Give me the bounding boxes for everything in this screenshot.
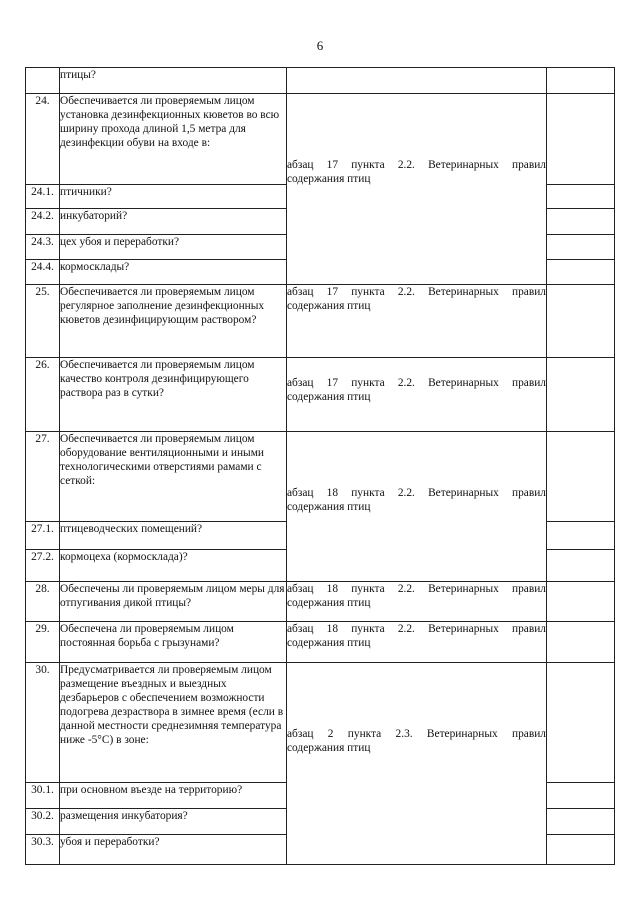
- table-row: [26, 622, 615, 663]
- row-number: 30.1.: [26, 783, 60, 809]
- result-cell[interactable]: [547, 582, 615, 622]
- result-cell[interactable]: [547, 622, 615, 663]
- result-cell[interactable]: [547, 185, 615, 209]
- reference-cell: [287, 94, 547, 285]
- question-text: Предусматривается ли проверяемым лицом размещение въездных и выездных дезбарьеров с обеспечением возможности подогрева дезраствора в зимнее время (если в данной местности среднезимняя температура ниже -5°С) в зоне:: [60, 663, 287, 783]
- result-cell[interactable]: [547, 260, 615, 285]
- checklist-table: [25, 67, 615, 865]
- question-text: Обеспечивается ли проверяемым лицом качество контроля дезинфицирующего раствора раз в сутки?: [60, 358, 287, 432]
- row-number: 28.: [26, 582, 60, 622]
- row-number: 30.3.: [26, 835, 60, 865]
- result-cell[interactable]: [547, 809, 615, 835]
- question-text: кормоцеха (кормосклада)?: [60, 550, 287, 582]
- question-text: при основном въезде на территорию?: [60, 783, 287, 809]
- row-number: 24.1.: [26, 185, 60, 209]
- table-row: [26, 432, 615, 522]
- question-text: птицы?: [60, 68, 287, 94]
- reference-text: абзац 2 пункта 2.3. Ветеринарных правил содержания птиц: [287, 728, 546, 754]
- result-cell[interactable]: [547, 783, 615, 809]
- reference-cell: [287, 68, 547, 94]
- result-cell[interactable]: [547, 209, 615, 235]
- row-number: 24.2.: [26, 209, 60, 235]
- row-number: 30.: [26, 663, 60, 783]
- question-text: Обеспечена ли проверяемым лицом постоянная борьба с грызунами?: [60, 622, 287, 663]
- question-text: кормосклады?: [60, 260, 287, 285]
- question-text: Обеспечивается ли проверяемым лицом регулярное заполнение дезинфекционных кюветов дезинфицирующим раствором?: [60, 285, 287, 358]
- result-cell[interactable]: [547, 432, 615, 522]
- reference-cell: [287, 432, 547, 582]
- table-row: [26, 582, 615, 622]
- question-text: размещения инкубатория?: [60, 809, 287, 835]
- row-number: 27.2.: [26, 550, 60, 582]
- row-number: 24.: [26, 94, 60, 185]
- result-cell[interactable]: [547, 835, 615, 865]
- result-cell[interactable]: [547, 358, 615, 432]
- result-cell[interactable]: [547, 663, 615, 783]
- row-number: 27.1.: [26, 522, 60, 550]
- result-cell[interactable]: [547, 285, 615, 358]
- reference-text: абзац 17 пункта 2.2. Ветеринарных правил содержания птиц: [287, 377, 546, 403]
- question-text: птичники?: [60, 185, 287, 209]
- question-text: Обеспечивается ли проверяемым лицом оборудование вентиляционными и иными технологическими отверстиями рамами с сеткой:: [60, 432, 287, 522]
- reference-text: абзац 18 пункта 2.2. Ветеринарных правил содержания птиц: [287, 623, 546, 649]
- question-text: птицеводческих помещений?: [60, 522, 287, 550]
- table-row: [26, 358, 615, 432]
- question-text: цех убоя и переработки?: [60, 235, 287, 260]
- result-cell[interactable]: [547, 235, 615, 260]
- reference-text: абзац 18 пункта 2.2. Ветеринарных правил содержания птиц: [287, 487, 546, 513]
- reference-text: абзац 17 пункта 2.2. Ветеринарных правил содержания птиц: [287, 159, 546, 185]
- result-cell[interactable]: [547, 94, 615, 185]
- question-text: Обеспечены ли проверяемым лицом меры для отпугивания дикой птицы?: [60, 582, 287, 622]
- table-row: [26, 285, 615, 358]
- reference-text: абзац 17 пункта 2.2. Ветеринарных правил содержания птиц: [287, 286, 546, 312]
- question-text: инкубаторий?: [60, 209, 287, 235]
- question-text: убоя и переработки?: [60, 835, 287, 865]
- reference-text: абзац 18 пункта 2.2. Ветеринарных правил содержания птиц: [287, 583, 546, 609]
- row-number: 27.: [26, 432, 60, 522]
- row-number: 29.: [26, 622, 60, 663]
- table-row: [26, 68, 615, 94]
- row-number: 24.3.: [26, 235, 60, 260]
- row-number: [26, 68, 60, 94]
- result-cell[interactable]: [547, 522, 615, 550]
- reference-cell: [287, 358, 547, 432]
- row-number: 25.: [26, 285, 60, 358]
- table-row: [26, 663, 615, 783]
- question-text: Обеспечивается ли проверяемым лицом установка дезинфекционных кюветов во всю ширину прохода длиной 1,5 метра для дезинфекции обуви на входе в:: [60, 94, 287, 185]
- result-cell[interactable]: [547, 550, 615, 582]
- page-number: 6: [316, 38, 324, 53]
- row-number: 30.2.: [26, 809, 60, 835]
- table-row: [26, 94, 615, 185]
- row-number: 26.: [26, 358, 60, 432]
- row-number: 24.4.: [26, 260, 60, 285]
- result-cell[interactable]: [547, 68, 615, 94]
- reference-cell: [287, 582, 547, 622]
- reference-cell: [287, 285, 547, 358]
- reference-cell: [287, 622, 547, 663]
- reference-cell: [287, 663, 547, 865]
